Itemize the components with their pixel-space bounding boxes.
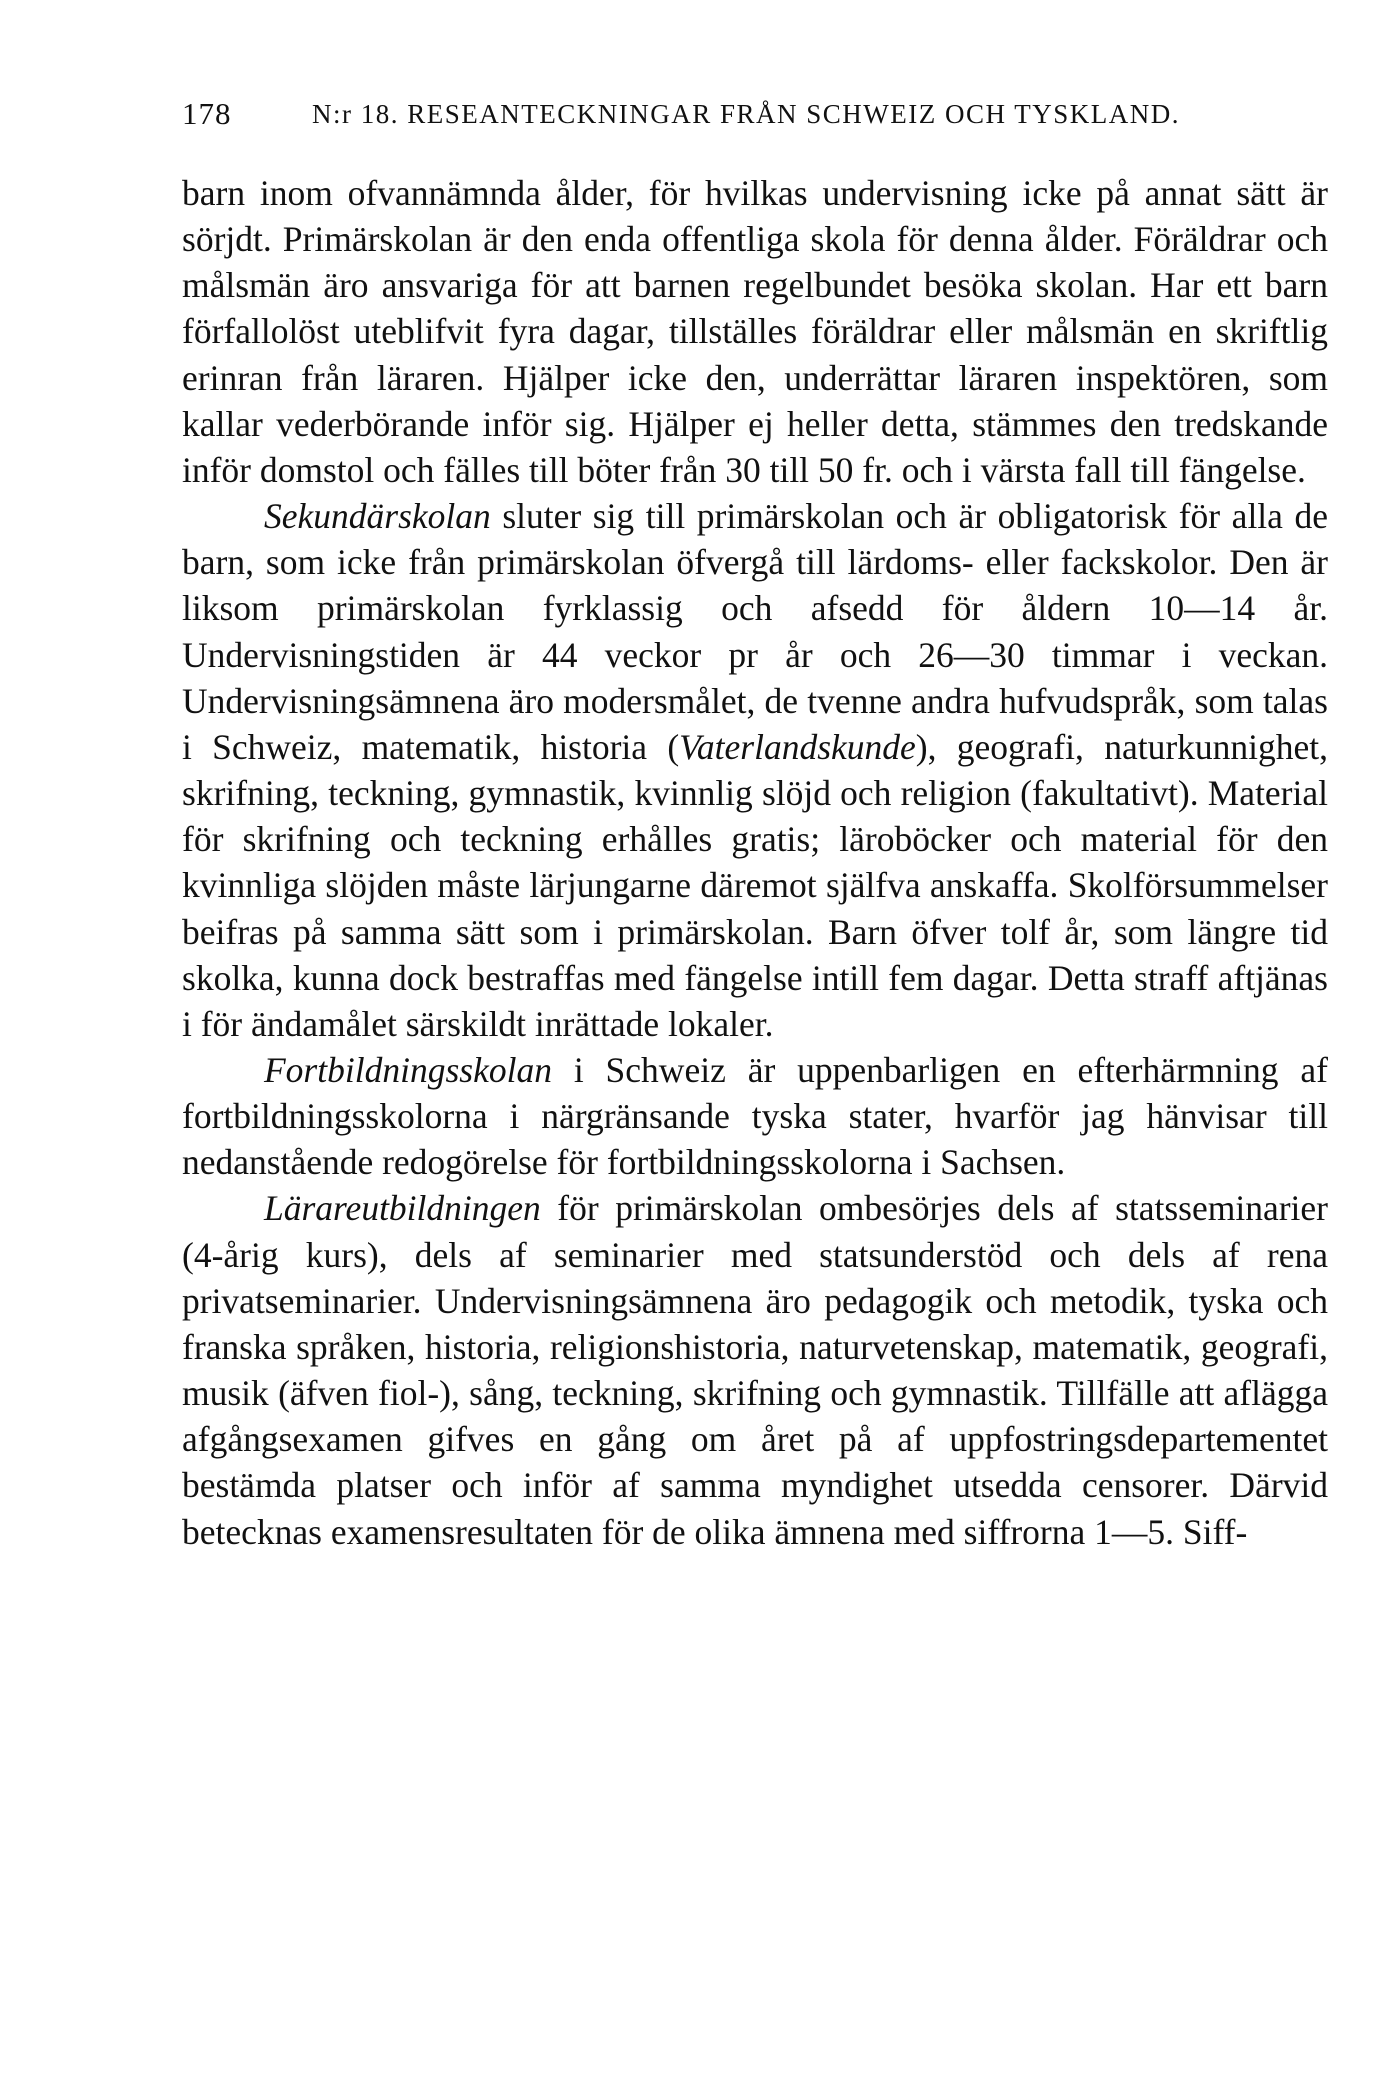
paragraph-text: sluter sig till primärskolan och är obligatorisk för alla de barn, som icke från primärskolan öfvergå till lärdoms- eller fackskolor. Den är liksom primärskolan fyrklassig och afsedd för åldern 10—14 år. Undervisningstiden är 44 veckor pr år och 26—30 timmar i veckan. Undervisningsämnena äro modersmålet, de tvenne andra hufvudspråk, som talas i Schweiz, matematik, historia ( [182, 496, 1328, 767]
paragraph-text-continued: ), geografi, naturkunnighet, skrifning, teckning, gymnastik, kvinnlig slöjd och religion (fakultativt). Material för skrifning och teckning erhålles gratis; läroböcker och material för den kvinnliga slöjden måste lärjungarne däremot själfva anskaffa. Skolförsummelser beifras på samma sätt som i primärskolan. Barn öfver tolf år, som längre tid skolka, kunna dock bestraffas med fängelse intill fem dagar. Detta straff aftjänas i för ändamålet särskildt inrättade lokaler. [182, 726, 1329, 1044]
paragraph-lead-term: Lärareutbildningen [264, 1188, 541, 1229]
page-number: 178 [182, 96, 232, 131]
inline-italic-term: Vaterlandskunde [679, 726, 916, 767]
running-header [182, 92, 1342, 136]
paragraph-fortbildningsskolan [182, 1047, 1328, 1185]
paragraph-sekundarskolan [182, 493, 1328, 1047]
paragraph-text: barn inom ofvannämnda ålder, för hvilkas undervisning icke på annat sätt är sörjdt. Primärskolan är den enda offentliga skola för denna ålder. Föräldrar och målsmän äro ansvariga för att barnen regelbundet besöka skolan. Har ett barn förfallolöst uteblifvit fyra dagar, tillställes föräldrar eller målsmän en skriftlig erinran från läraren. Hjälper icke den, underrättar läraren inspektören, som kallar vederbörande inför sig. Hjälper ej heller detta, stämmes den tredskande inför domstol och fälles till böter från 30 till 50 fr. och i värsta fall till fängelse. [182, 173, 1328, 490]
paragraph-lead-term: Sekundärskolan [264, 496, 491, 537]
paragraph-text: för primärskolan ombesörjes dels af statsseminarier (4-årig kurs), dels af seminarier med statsunderstöd och dels af rena privatseminarier. Undervisningsämnena äro pedagogik och metodik, tyska och franska språken, historia, religionshistoria, naturvetenskap, matematik, geografi, musik (äfven fiol-), sång, teckning, skrifning och gymnastik. Tillfälle att aflägga afgångsexamen gifves en gång om året på af uppfostringsdepartementet bestämda platser och inför af samma myndighet utsedda censorer. Därvid betecknas examensresultaten för de olika ämnena med siffrorna 1—5. Siff- [182, 1188, 1328, 1552]
paragraph-school-attendance [182, 170, 1328, 493]
paragraph-lrareutbildningen [182, 1185, 1328, 1554]
running-title: N:r 18. RESEANTECKNINGAR FRÅN SCHWEIZ OCH TYSKLAND. [312, 99, 1181, 129]
paragraph-text: i Schweiz är uppenbarligen en efterhärmning af fortbildningsskolorna i närgränsande tyska stater, hvarför jag hänvisar till nedanstående redogörelse för fortbildningsskolorna i Sachsen. [182, 1049, 1328, 1183]
paragraph-lead-term: Fortbildningsskolan [264, 1049, 552, 1090]
body-text [182, 170, 1328, 1555]
